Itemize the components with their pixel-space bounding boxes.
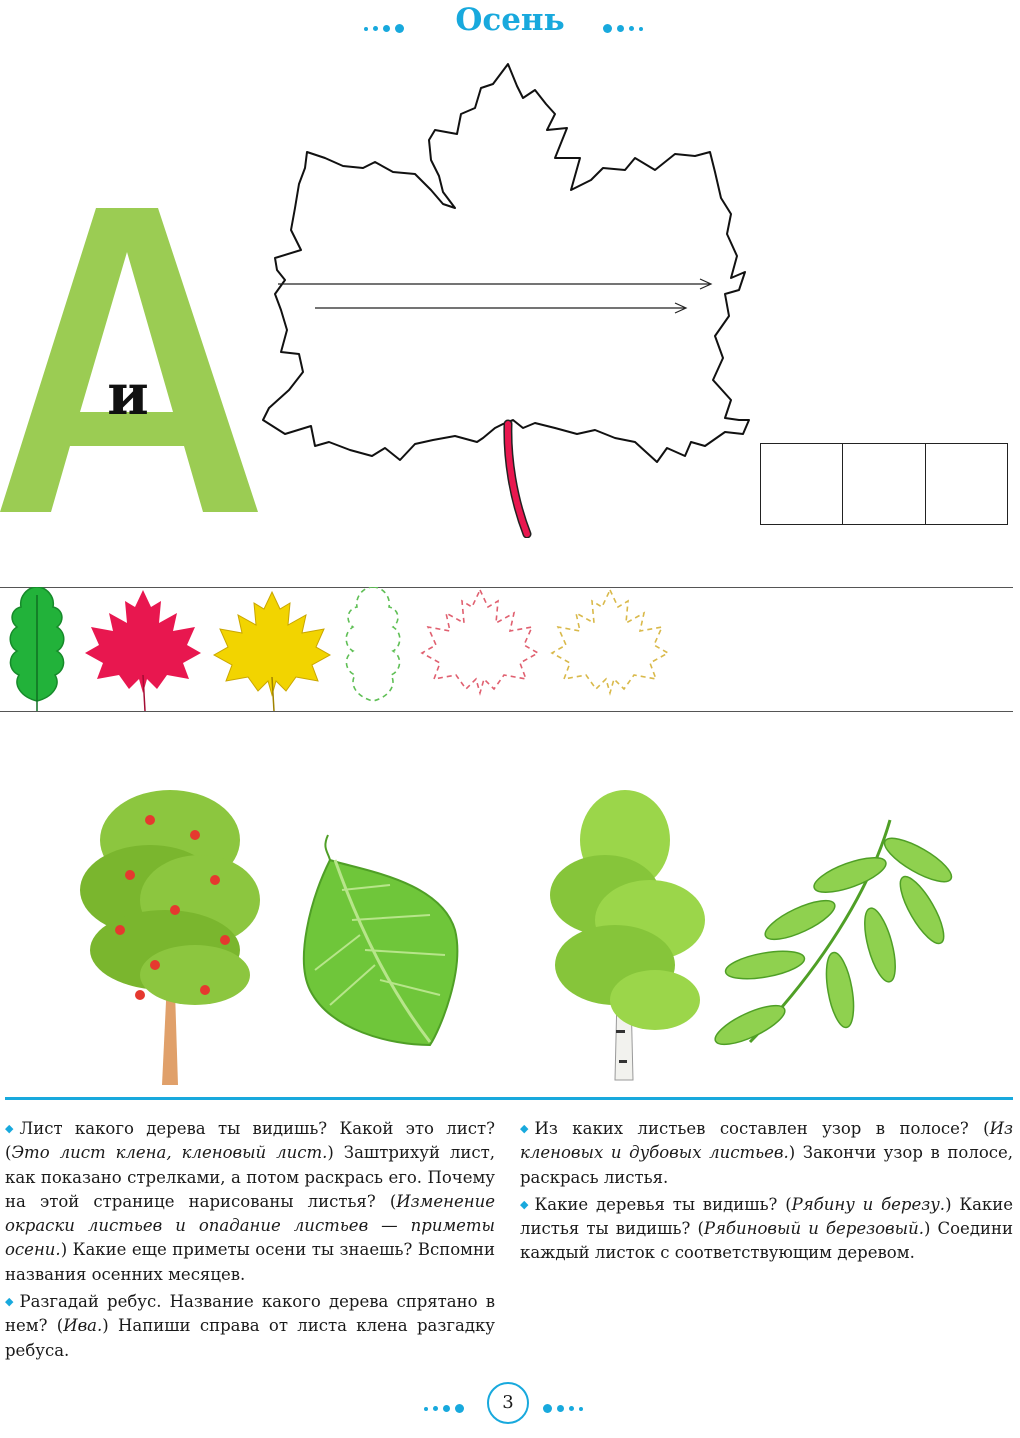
page-header — [0, 0, 1020, 46]
instruction-text: ) Напиши справа от листа клена разгадку ребуса. — [5, 1316, 496, 1360]
answer-hint-text: Из кленовых и дубовых листьев. — [520, 1119, 1013, 1163]
instructions-left-column — [5, 1117, 495, 1366]
answer-hint-text: Это лист клена, кленовый лист. — [11, 1143, 328, 1163]
answer-hint-text: Рябину и березу. — [791, 1194, 946, 1214]
decorative-dots-right — [543, 1398, 588, 1417]
instruction-text: ) Соедини каждый листок с соответствующим деревом. — [520, 1219, 1013, 1263]
page-number: 3 — [487, 1382, 529, 1424]
instruction-text: ) Закончи узор в полосе, раскрась листья. — [520, 1143, 1013, 1187]
instruction-paragraph — [520, 1193, 1013, 1266]
decorative-dots-left — [424, 1398, 469, 1417]
rowan-tree[interactable] — [80, 790, 260, 1085]
diamond-bullet-icon: ◆ — [5, 1295, 14, 1309]
answer-cell[interactable] — [761, 444, 843, 524]
instruction-text: ) Заштрихуй лист, как показано стрелками, а потом раскрась его. Почему на этой странице нарисованы листья? ( — [5, 1143, 495, 1211]
birch-tree[interactable] — [550, 790, 705, 1080]
rebus-small-letter: и — [107, 362, 149, 428]
maple-leaf-red — [85, 590, 201, 711]
page-footer — [0, 1382, 1020, 1428]
rowan-leaf[interactable] — [710, 820, 956, 1052]
rebus-answer-boxes[interactable] — [760, 443, 1008, 525]
maple-leaf-outline[interactable] — [255, 58, 765, 538]
maple-leaf-dashed-outline-yellow[interactable] — [552, 590, 668, 693]
instruction-text: ) Какие листья ты видишь? ( — [520, 1194, 1013, 1239]
instruction-text: Какие деревья ты видишь? ( — [534, 1194, 792, 1214]
answer-hint-text: Изменение окраски листьев и опадание листьев — приметы осени. — [5, 1191, 495, 1260]
instruction-paragraph — [5, 1290, 495, 1363]
oak-leaf-dashed-outline[interactable] — [346, 587, 400, 701]
instruction-text: Из каких листьев составлен узор в полосе? ( — [534, 1119, 990, 1138]
diamond-bullet-icon: ◆ — [520, 1122, 529, 1135]
decorative-dots-right — [603, 18, 648, 37]
diamond-bullet-icon: ◆ — [5, 1122, 14, 1135]
oak-leaf-green — [10, 587, 64, 711]
diamond-bullet-icon: ◆ — [520, 1197, 529, 1211]
birch-leaf[interactable] — [304, 835, 457, 1045]
stripe-bottom-line — [0, 711, 1013, 712]
section-divider — [5, 1097, 1013, 1100]
rebus-letter-a — [0, 200, 260, 515]
maple-leaf-dashed-outline-red[interactable] — [422, 590, 538, 693]
maple-leaf-yellow — [214, 592, 330, 711]
instructions-right-column — [520, 1117, 1013, 1269]
instruction-paragraph — [5, 1117, 495, 1287]
answer-hint-text: Рябиновый и березовый. — [703, 1219, 924, 1239]
trees-and-leaves-illustration — [60, 780, 970, 1090]
instruction-text: Разгадай ребус. Название какого дерева спрятано в нем? ( — [5, 1292, 495, 1336]
instruction-text: ) Какие еще приметы осени ты знаешь? Вспомни названия осенних месяцев. — [5, 1240, 495, 1284]
answer-cell[interactable] — [843, 444, 925, 524]
answer-hint-text: Ива. — [63, 1316, 103, 1336]
leaf-pattern-stripe[interactable] — [0, 587, 690, 711]
answer-cell[interactable] — [926, 444, 1007, 524]
instruction-paragraph — [520, 1117, 1013, 1190]
page-title: Осень — [455, 2, 565, 38]
instruction-text: Лист какого дерева ты видишь? Какой это лист? ( — [5, 1119, 495, 1163]
